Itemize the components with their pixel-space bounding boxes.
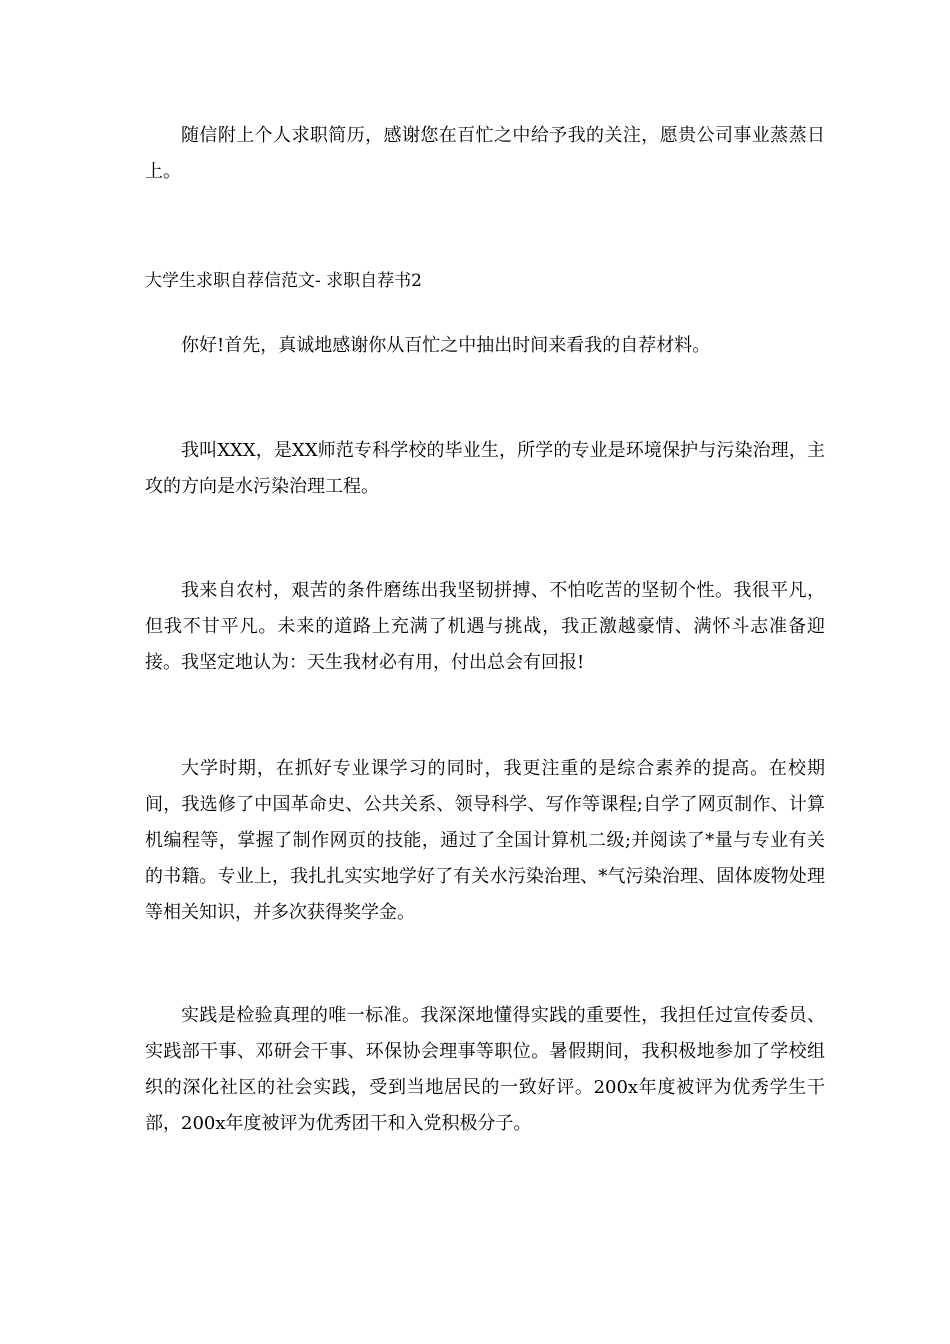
paragraph-education: 大学时期，在抓好专业课学习的同时，我更注重的是综合素养的提高。在校期间，我选修了中国革命史、公共关系、领导科学、写作等课程;自学了网页制作、计算机编程等，掌握了制作网页的技能，通过了全国计算机二级;并阅读了*量与专业有关的书籍。专业上，我扎扎实实地学好了有关水污染治理、*气污染治理、固体废物处理等相关知识，并多次获得奖学金。 (145, 758, 825, 923)
paragraph-background: 我来自农村，艰苦的条件磨练出我坚韧拼搏、不怕吃苦的坚韧个性。我很平凡，但我不甘平凡。未来的道路上充满了机遇与挑战，我正激越豪情、满怀斗志准备迎接。我坚定地认为：天生我材必有用，付出总会有回报! (145, 580, 825, 673)
closing-paragraph: 随信附上个人求职简历，感谢您在百忙之中给予我的关注，愿贵公司事业蒸蒸日上。 (145, 125, 825, 182)
section-title: 大学生求职自荐信范文- 求职自荐书2 (145, 271, 422, 291)
paragraph-practice: 实践是检验真理的唯一标准。我深深地懂得实践的重要性，我担任过宣传委员、实践部干事、邓研会干事、环保协会理事等职位。暑假期间，我积极地参加了学校组织的深化社区的社会实践，受到当地居民的一致好评。200x年度被评为优秀学生干部，200x年度被评为优秀团干和入党积极分子。 (145, 1005, 825, 1134)
paragraph-introduction: 我叫XXX，是XX师范专科学校的毕业生，所学的专业是环境保护与污染治理，主攻的方向是水污染治理工程。 (145, 440, 825, 497)
paragraph-greeting: 你好!首先，真诚地感谢你从百忙之中抽出时间来看我的自荐材料。 (181, 335, 711, 356)
